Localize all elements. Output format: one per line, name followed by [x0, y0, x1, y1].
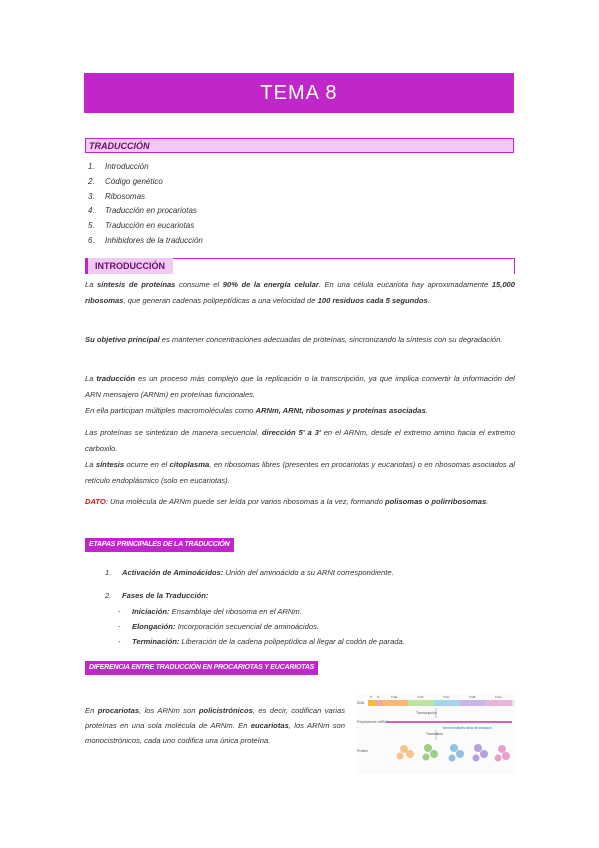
sites-label: Tienen múltiples sitios de iniciación: [442, 726, 492, 730]
toc-item: 4. Traducción en procariotas: [88, 206, 197, 216]
diagram-svg: [356, 694, 516, 774]
paragraph-objetivo: Su objetivo principal es mantener concentraciones adecuadas de proteínas, sincronizando la síntesis con su degradación.: [85, 335, 503, 344]
gene-label: O: [377, 695, 380, 699]
mrna-label: Polycistronic mRNA: [357, 720, 388, 724]
toc-item: 3. Ribosomas: [88, 191, 146, 201]
protein-label: Protein: [357, 749, 369, 753]
fases-list: [118, 604, 405, 649]
list-item: - Elongación: Incorporación secuencial de aminoácidos.: [118, 622, 319, 631]
etapas-list: [105, 566, 394, 580]
gene-block: [460, 700, 486, 706]
toc-item: 2. Código genético: [88, 176, 163, 186]
etapas-list-2: [105, 589, 208, 603]
gene-label: TrpC: [443, 695, 450, 699]
paragraph-direccion: Las proteínas se sintetizan de manera secuencial, dirección 5' a 3' en el ARNm, desde el extremo amino hacia el extremo carboxilo. La síntesis ocurre en el citoplasma, en ribosomas libres (presentes en procariotas y eucariotas) o en ribosomas asociados al retículo endoplásmico (solo en eucariotas).: [85, 428, 515, 485]
gene-block: [382, 700, 408, 706]
gene-label: P: [370, 695, 373, 699]
section-heading-introduccion: [85, 258, 515, 274]
page-title: TEMA 8: [84, 73, 514, 113]
list-item: - Terminación: Liberación de la cadena polipeptídica al llegar al codón de parada.: [118, 637, 405, 646]
paragraph-diferencia: En procariotas, los ARNm son policistrónicos, es decir, codifican varias proteínas en una sola molécula de ARNm. En eucariotas, los ARNm son monocistrónicos, cada uno codifica una única proteína.: [85, 706, 345, 745]
translation-label: Translation: [426, 732, 444, 736]
list-item: 1. Activación de Aminoácidos: Unión del aminoácido a su ARNt correspondiente.: [105, 568, 394, 577]
section-heading-traduccion: TRADUCCIÓN: [85, 138, 514, 153]
toc-item: 6. Inhibidores de la traducción: [88, 235, 203, 245]
gene-label: TrpB: [469, 695, 476, 699]
gene-label: TrpD: [417, 695, 424, 699]
toc-item: 5. Traducción en eucariotas: [88, 221, 195, 231]
gene-block: [376, 700, 382, 706]
list-item: 2. Fases de la Traducción:: [105, 591, 209, 600]
protein-blobs: [397, 744, 511, 762]
paragraph-dato: DATO: Una molécula de ARNm puede ser leída por varios ribosomas a la vez, formando polisomas o polirribosomas.: [85, 497, 489, 506]
toc-item: 1. Introducción: [88, 162, 149, 171]
section-heading-label: INTRODUCCIÓN: [85, 258, 173, 274]
gene-block: [434, 700, 460, 706]
paragraph-traduccion: La traducción es un proceso más complejo que la replicación o la transcripción, ya que implica convertir la información del ARN mensajero (ARNm) en proteínas funcionales. En ella participan múltiples macromoléculas como ARNm, ARNt, ribosomas y proteínas asociadas.: [85, 374, 515, 415]
gene-label: TrpA: [495, 695, 502, 699]
gene-block: [408, 700, 434, 706]
gene-block: [368, 700, 376, 706]
gene-label: TrpE: [391, 695, 398, 699]
dna-label: DNA: [357, 701, 365, 705]
figure-policistronic-diagram: [356, 694, 516, 774]
section-heading-etapas: ETAPAS PRINCIPALES DE LA TRADUCCIÓN: [85, 538, 234, 552]
list-item: - Iniciación: Ensamblaje del ribosoma en el ARNm.: [118, 607, 302, 616]
table-of-contents: [88, 160, 203, 249]
transcription-label: Transcripción: [416, 711, 437, 715]
gene-block: [486, 700, 512, 706]
section-heading-diferencia: DIFERENCIA ENTRE TRADUCCIÓN EN PROCARIOTAS Y EUCARIOTAS: [85, 661, 318, 675]
paragraph-energia: La síntesis de proteínas consume el 90% de la energía celular. En una célula eucariota hay aproximadamente 15,000 ribosomas, que generan cadenas polipeptídicas a una velocidad de 100 residuos cada 5 segundos.: [85, 280, 516, 305]
